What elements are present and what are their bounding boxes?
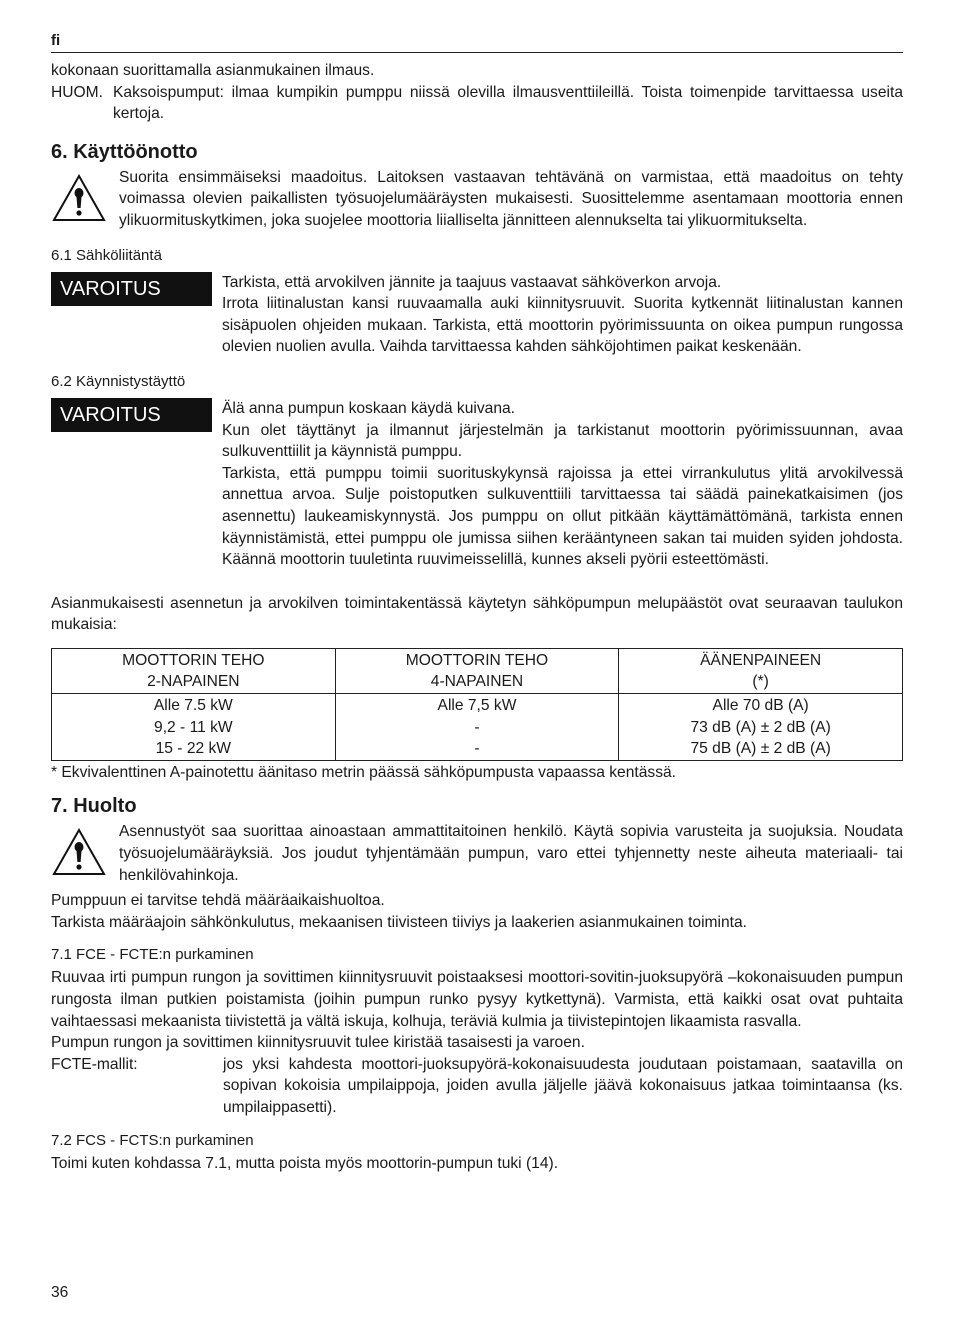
fcte-label: FCTE-mallit:	[51, 1055, 138, 1073]
maintenance-p2: Tarkista määräajoin sähkönkulutus, mekaanisen tiivisteen tiiviys ja laakerien asianmukainen toiminta.	[51, 913, 747, 931]
subsection-6-2-text	[222, 398, 903, 571]
warning-triangle-icon	[51, 167, 119, 232]
s71-p1: Ruuvaa irti pumpun rungon ja sovittimen kiinnitysruuvit poistaaksesi moottori-sovitin-juoksupyörä –kokonaisuuden pumpun rungosta ilman putkien poistamista (joihin pumpun runko pysyy kytkettynä). Varmista, että kaikki osat ovat puhtaita vaihtaessasi mekaanista tiivistettä ja vältä iskuja, kolhuja, teräviä kulmia ja tiivistepintojen likaamista rasvalla.	[51, 969, 903, 1030]
section-6-warning-text: Suorita ensimmäiseksi maadoitus. Laitoksen vastaavan tehtävänä on varmistaa, että maadoitus on tehty voimassa olevien paikallisten työsuojelumääräysten mukaisesti. Suosittelemme asentamaan moottoria ennen ylikuormituskytkimen, joka suojelee moottoria liialliselta jännitteen alennukselta tai ylikuormitukselta.	[119, 168, 903, 229]
table-cell: Alle 70 dB (A) 73 dB (A) ± 2 dB (A) 75 dB (A) ± 2 dB (A)	[619, 694, 903, 761]
table-header-cell: MOOTTORIN TEHO 2-NAPAINEN	[52, 648, 336, 693]
huom-label: HUOM.	[51, 83, 103, 101]
language-code: fi	[51, 32, 61, 49]
table-header-row	[52, 648, 903, 693]
table-header-cell: MOOTTORIN TEHO 4-NAPAINEN	[335, 648, 619, 693]
subsection-6-2-warning	[51, 398, 903, 571]
noise-intro: Asianmukaisesti asennetun ja arvokilven toimintakentässä käytetyn sähköpumpun melupäästöt ovat seuraavan taulukon mukaisia:	[51, 594, 903, 634]
subsection-6-1-text	[222, 272, 903, 358]
subsection-6-2-title: 6.2 Käynnistystäyttö	[51, 372, 186, 390]
fcte-text: jos yksi kahdesta moottori-juoksupyörä-kokonaisuudesta joudutaan poistamaan, saatavilla on sopivan kokoisia umpilaippoja, joiden avulla jäljelle jäävä kokonaisuus jatkaa toimintaansa (ks. umpilaippasetti).	[223, 1055, 903, 1116]
spacer	[51, 571, 903, 593]
table-cell: Alle 7.5 kW 9,2 - 11 kW 15 - 22 kW	[52, 694, 336, 761]
table-cell: Alle 7,5 kW - -	[335, 694, 619, 761]
page-content	[51, 60, 903, 1174]
section-6-title: 6. Käyttöönotto	[51, 140, 198, 163]
subsection-6-1-warning	[51, 272, 903, 358]
huom-note	[51, 82, 903, 125]
s61-line-1: Tarkista, että arvokilven jännite ja taajuus vastaavat sähköverkon arvoja.	[222, 273, 722, 291]
table-row	[52, 694, 903, 761]
page-number: 36	[51, 1284, 69, 1301]
header-rule	[51, 52, 903, 53]
huom-text: Kaksoispumput: ilmaa kumpikin pumppu niissä olevilla ilmausventtiileillä. Toista toimenpide tarvittaessa useita kertoja.	[113, 83, 903, 123]
maintenance-p1: Pumppuun ei tarvitse tehdä määräaikaishuoltoa.	[51, 892, 385, 910]
subsection-7-1-title: 7.1 FCE - FCTE:n purkaminen	[51, 946, 254, 964]
table-footnote: * Ekvivalenttinen A-painotettu äänitaso metrin päässä sähköpumpusta vapaassa kentässä.	[51, 763, 676, 781]
warning-triangle-icon	[51, 821, 119, 886]
section-6-warning	[51, 167, 903, 232]
s61-line-2: Irrota liitinalustan kansi ruuvaamalla auki kiinnitysruuvit. Suorita kytkennät liitinalustan kannen sisäpuolen ohjeiden mukaan. Tarkista, että moottorin pyörimissuunta on oikea pumpun rungossa olevien nuolien avulla. Vaihda tarvittaessa kahden sähköjohtimen paikat keskenään.	[222, 295, 903, 356]
s71-p2: Pumpun rungon ja sovittimen kiinnitysruuvit tulee kiristää tasaisesti ja varoen.	[51, 1034, 585, 1052]
s72-p1: Toimi kuten kohdassa 7.1, mutta poista myös moottorin-pumpun tuki (14).	[51, 1154, 559, 1172]
s62-line-2: Kun olet täyttänyt ja ilmannut järjestelmän ja tarkistanut moottorin pyörimissuunnan, avaa sulkuventtiilit ja käynnistä pumppu.	[222, 421, 903, 461]
varoitus-label: VAROITUS	[51, 272, 212, 306]
section-7-title: 7. Huolto	[51, 795, 137, 818]
fcte-note	[51, 1054, 903, 1119]
s62-line-1: Älä anna pumpun koskaan käydä kuivana.	[222, 399, 516, 417]
subsection-7-2-title: 7.2 FCS - FCTS:n purkaminen	[51, 1131, 254, 1149]
noise-table	[51, 648, 903, 761]
section-7-warning-text: Asennustyöt saa suorittaa ainoastaan ammattitaitoinen henkilö. Käytä sopivia varusteita ja suojuksia. Noudata työsuojelumääräyksiä. Jos joudut tyhjentämään pumpun, varo ettei tyhjennetty neste aiheuta materiaali- tai henkilövahinkoja.	[119, 823, 903, 884]
table-header-cell: ÄÄNENPAINEEN (*)	[619, 648, 903, 693]
subsection-6-1-title: 6.1 Sähköliitäntä	[51, 246, 162, 264]
s62-line-3: Tarkista, että pumppu toimii suorituskykynsä rajoissa ja ettei virrankulutus ylitä arvokilvessä annettua arvoa. Sulje poistoputken sulkuventtiili tarvittaessa tai säädä painekatkaisimen (jos asennettu) laukeamiskynnystä. Jos pumppu on ollut pitkään käyttämättömänä, tarkista ennen käynnistämistä, ettei pumppu ole jumissa siihen kerääntyneen sakan tai muiden syiden johdosta. Käännä moottorin tuuletinta ruuvimeisselillä, kunnes akseli pyörii esteettömästi.	[222, 464, 903, 569]
intro-line: kokonaan suorittamalla asianmukainen ilmaus.	[51, 62, 375, 79]
varoitus-label: VAROITUS	[51, 398, 212, 432]
section-7-warning	[51, 821, 903, 886]
